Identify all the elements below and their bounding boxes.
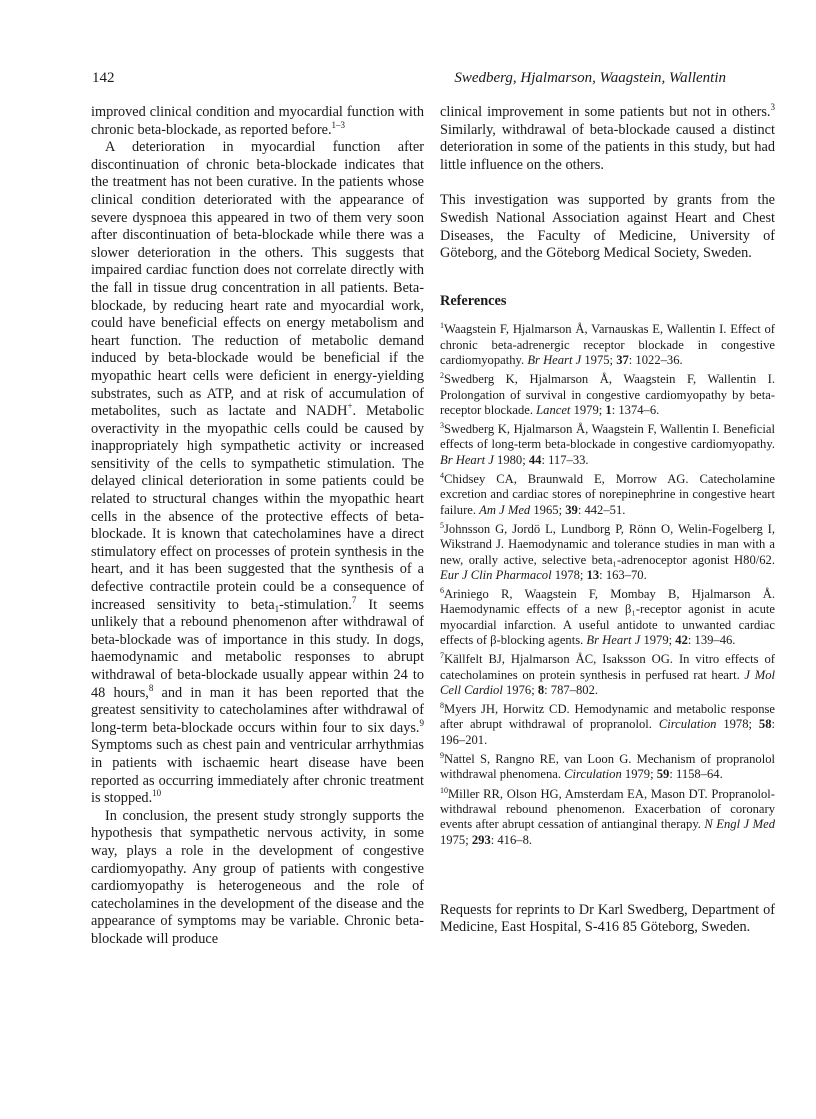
reference-item: $^9$Nattel S, Rangno RE, van Loon G. Mechanism of propranolol withdrawal phenomena. Circulation 1979; 59: 1158–64. [440, 751, 775, 782]
paragraph-discussion: A deterioration in myocardial function after discontinuation of chronic beta-blockade indicates that the treatment has not been curative. In the patients whose clinical condition deteriorated with the appearance of severe dyspnoea this appeared in two of them very soon after discontinuation of beta-blockade while there was a slower deterioration in the others. This suggests that impaired cardiac function does not correlate directly with the fall in tissue drug concentration in all patients. Beta-blockade, by reducing heart rate and myocardial work, could have beneficial effects on energy metabolism and heart function. The reduction of metabolic demand induced by beta-blockade would be beneficial if the myopathic heart cells were deficient in energy-yielding substrates, such as ATP, and at risk of accumulation of metabolites, such as lactate and NADH+. Metabolic overactivity in the myopathic cells could be caused by inappropriately high sympathetic activity or increased sensitivity of the cells to sympathetic stimulation. The delayed clinical deterioration in some patients could be related to structural changes within the myopathic heart cells in the absence of the protective effects of beta-blockade. It is known that catecholamines have a direct stimulatory effect on processes of protein synthesis in the heart, and it has been suggested that the synthesis of a defective contractile protein could be a consequence of increased sensitivity to beta$_1$-stimulation.$^7$ It seems unlikely that a rebound phenomenon after withdrawal of beta-blockade was of importance in this study. In dogs, haemodynamic and metabolic responses to abrupt withdrawal of beta-blockade usually appear within 24 to 48 hours,$^8$ and in man it has been reported that the greatest sensitivity to catecholamines after withdrawal of long-term beta-blockade occurs within four to six days.$^9$ Symptoms such as chest pain and ventricular arrhythmias in patients with ischaemic heart disease have been reported as occurring immediately after chronic treatment is stopped.$^{10}$ [91, 139, 424, 807]
running-head: Swedberg, Hjalmarson, Waagstein, Wallentin [454, 70, 726, 86]
page-number: 142 [92, 70, 115, 86]
reference-item: $^7$Källfelt BJ, Hjalmarson ÅC, Isaksson OG. In vitro effects of catecholamines on protein synthesis in perfused rat heart. J Mol Cell Cardiol 1976; 8: 787–802. [440, 651, 775, 697]
reference-list [440, 318, 775, 848]
right-column [440, 104, 775, 937]
reference-item: $^2$Swedberg K, Hjalmarson Å, Waagstein F, Wallentin I. Prolongation of survival in congestive cardiomyopathy by beta-receptor blockade. Lancet 1979; 1: 1374–6. [440, 371, 775, 417]
paragraph-conclusion: In conclusion, the present study strongly supports the hypothesis that sympathetic nervous activity, in some way, plays a role in the development of congestive cardiomyopathy. Any group of patients with congestive cardiomyopathy is heterogeneous and the role of catecholamines in the development of the disease and the appearance of symptoms may be variable. Chronic beta-blockade will produce [91, 807, 424, 947]
reference-item: $^6$Ariniego R, Waagstein F, Mombay B, Hjalmarson Å. Haemodynamic effects of a new β₁-receptor agonist in acute myocardial infarction. A useful antidote to unwanted cardiac effects of β-blocking agents. Br Heart J 1979; 42: 139–46. [440, 586, 775, 647]
reference-item: $^3$Swedberg K, Hjalmarson Å, Waagstein F, Wallentin I. Beneficial effects of long-term beta-blockade in congestive cardiomyopathy. Br Heart J 1980; 44: 117–33. [440, 421, 775, 467]
acknowledgement: This investigation was supported by grants from the Swedish National Association against Heart and Chest Diseases, the Faculty of Medicine, University of Göteborg, and the Göteborg Medical Society, Sweden. [440, 192, 775, 262]
reference-item: $^5$Johnsson G, Jordö L, Lundborg P, Rönn O, Welin-Fogelberg I, Wikstrand J. Haemodynamic and tolerance studies in man with a new, orally active, selective beta₁-adrenoceptor agonist H80/62. Eur J Clin Pharmacol 1978; 13: 163–70. [440, 520, 775, 582]
reprint-request: Requests for reprints to Dr Karl Swedberg, Department of Medicine, East Hospital, S-416 85 Göteborg, Sweden. [440, 901, 775, 936]
left-column [91, 104, 424, 949]
paragraph-continuation-right: clinical improvement in some patients but not in others.$^3$ Similarly, withdrawal of beta-blockade caused a distinct deterioration in some of the patients in this study, but had little influence on the others. [440, 102, 775, 173]
reference-item: $^8$Myers JH, Horwitz CD. Hemodynamic and metabolic response after abrupt withdrawal of propranolol. Circulation 1978; 58: 196–201. [440, 701, 776, 747]
reference-item: $^4$Chidsey CA, Braunwald E, Morrow AG. Catecholamine excretion and cardiac stores of norepinephrine in congestive heart failure. Am J Med 1965; 39: 442–51. [440, 471, 775, 517]
references-heading: References [440, 292, 507, 309]
reference-item: $^{10}$Miller RR, Olson HG, Amsterdam EA, Mason DT. Propranolol-withdrawal rebound phenomenon. Exacerbation of coronary events after abrupt cessation of antianginal therapy. N Engl J Med 1975; 293: 416–8. [440, 785, 775, 847]
paragraph-continuation: improved clinical condition and myocardial function with chronic beta-blockade, as reported before.$^{1-3}$ [91, 104, 424, 138]
reference-item: $^1$Waagstein F, Hjalmarson Å, Varnauskas E, Wallentin I. Effect of chronic beta-adrenergic receptor blockade in congestive cardiomyopathy. Br Heart J 1975; 37: 1022–36. [440, 321, 775, 367]
